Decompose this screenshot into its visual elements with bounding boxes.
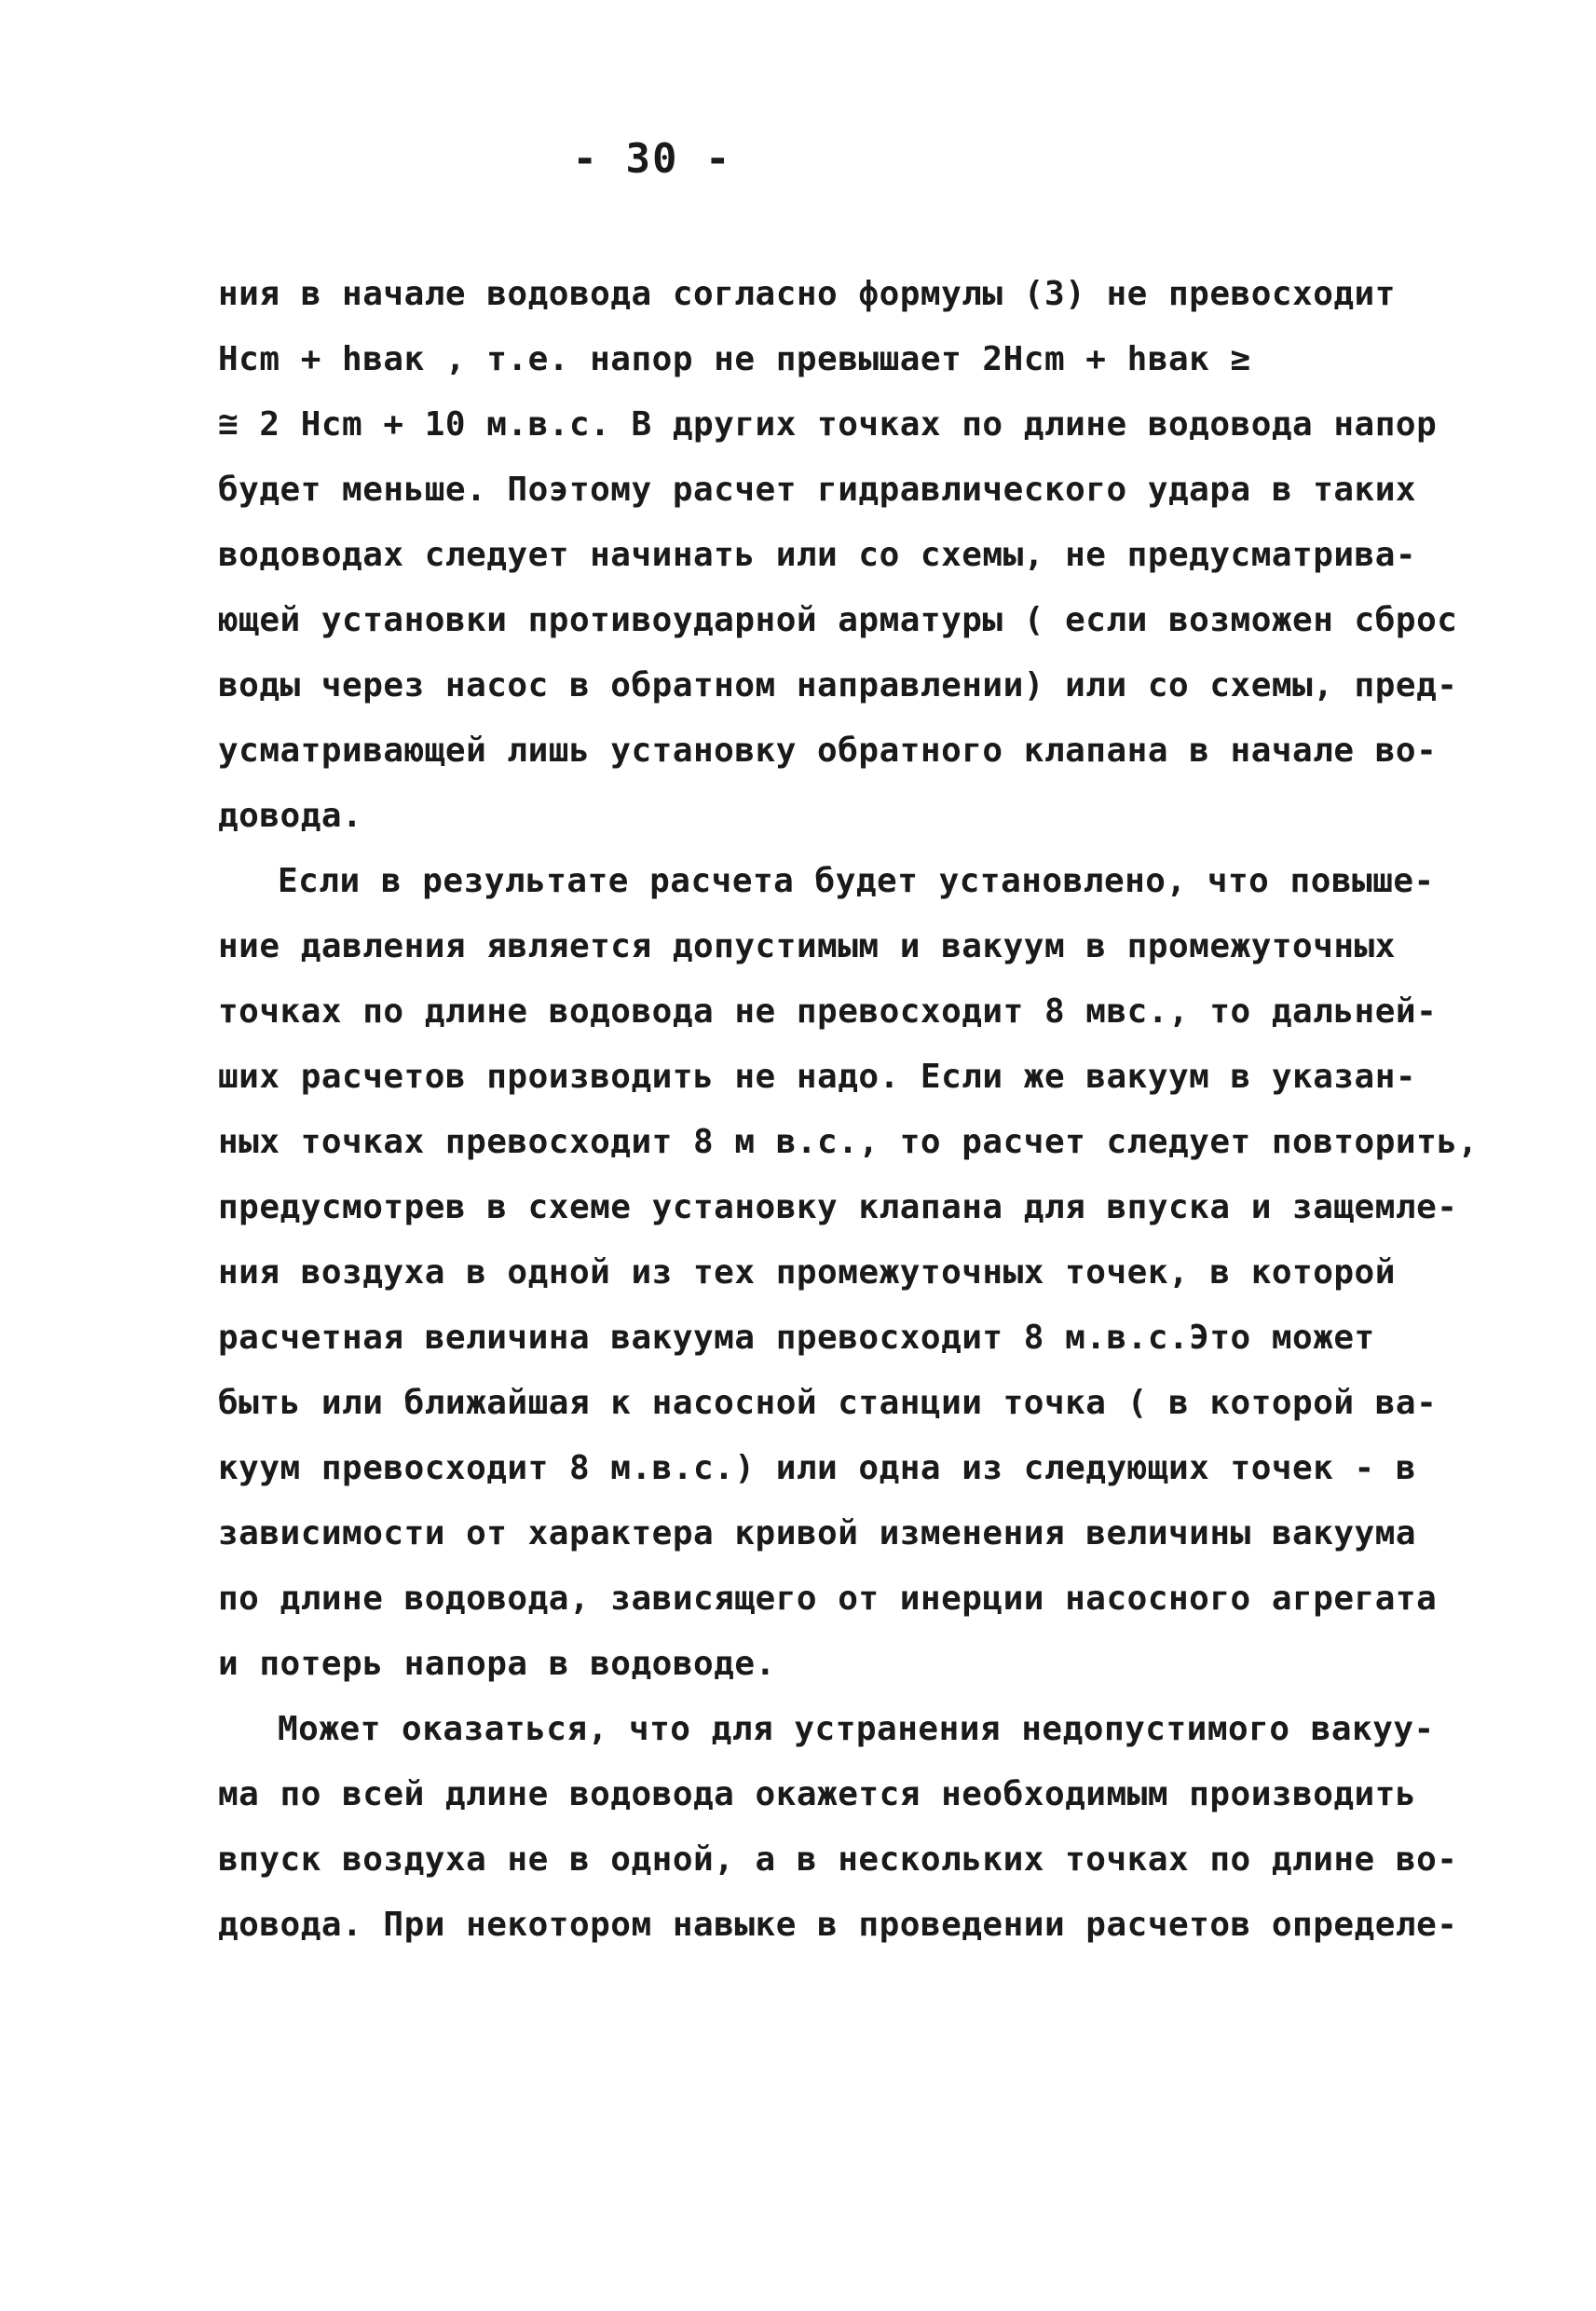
text-line: ющей установки противоударной арматуры ( если возможен сброс (218, 601, 1458, 639)
text-line: ма по всей длине водовода окажется необходимым производить (218, 1775, 1417, 1813)
text-line: Если в результате расчета будет установлено, что повыше- (278, 862, 1435, 900)
text-line: быть или ближайшая к насосной станции точка ( в которой ва- (218, 1384, 1438, 1422)
text-line: и потерь напора в водоводе. (218, 1645, 776, 1683)
text-line: Hcm + hвак , т.е. напор не превышает 2Hcm + hвак ≥ (218, 340, 1251, 378)
text-line: довода. (218, 797, 363, 835)
text-line: воды через насос в обратном направлении) или со схемы, пред- (218, 666, 1458, 704)
text-line: усматривающей лишь установку обратного клапана в начале во- (218, 732, 1438, 770)
text-line: ние давления является допустимым и вакуум в промежуточных (218, 927, 1396, 965)
text-line: впуск воздуха не в одной, а в нескольких точках по длине во- (218, 1840, 1458, 1879)
text-line: точках по длине водовода не превосходит 8 мвс., то дальней- (218, 992, 1438, 1031)
text-line: предусмотрев в схеме установку клапана для впуска и защемле- (218, 1188, 1458, 1226)
text-line: расчетная величина вакуума превосходит 8 м.в.с.Это может (218, 1319, 1375, 1357)
text-line: довода. При некотором навыке в проведении расчетов определе- (218, 1906, 1458, 1944)
text-line: ных точках превосходит 8 м в.с., то расчет следует повторить, (218, 1123, 1479, 1161)
text-line: ния в начале водовода согласно формулы (3) не превосходит (218, 275, 1396, 313)
text-line: будет меньше. Поэтому расчет гидравлического удара в таких (218, 471, 1417, 509)
text-line: ния воздуха в одной из тех промежуточных точек, в которой (218, 1253, 1396, 1292)
text-line: по длине водовода, зависящего от инерции насосного агрегата (218, 1579, 1438, 1618)
text-line: водоводах следует начинать или со схемы, не предусматрива- (218, 536, 1417, 574)
text-line: ≅ 2 Hcm + 10 м.в.с. В других точках по длине водовода напор (218, 405, 1438, 444)
page-number: - 30 - (572, 135, 732, 183)
text-line: зависимости от характера кривой изменения величины вакуума (218, 1514, 1417, 1552)
text-line: ших расчетов производить не надо. Если же вакуум в указан- (218, 1058, 1417, 1096)
text-line: куум превосходит 8 м.в.с.) или одна из следующих точек - в (218, 1449, 1417, 1487)
text-line: Может оказаться, что для устранения недопустимого вакуу- (278, 1710, 1435, 1748)
